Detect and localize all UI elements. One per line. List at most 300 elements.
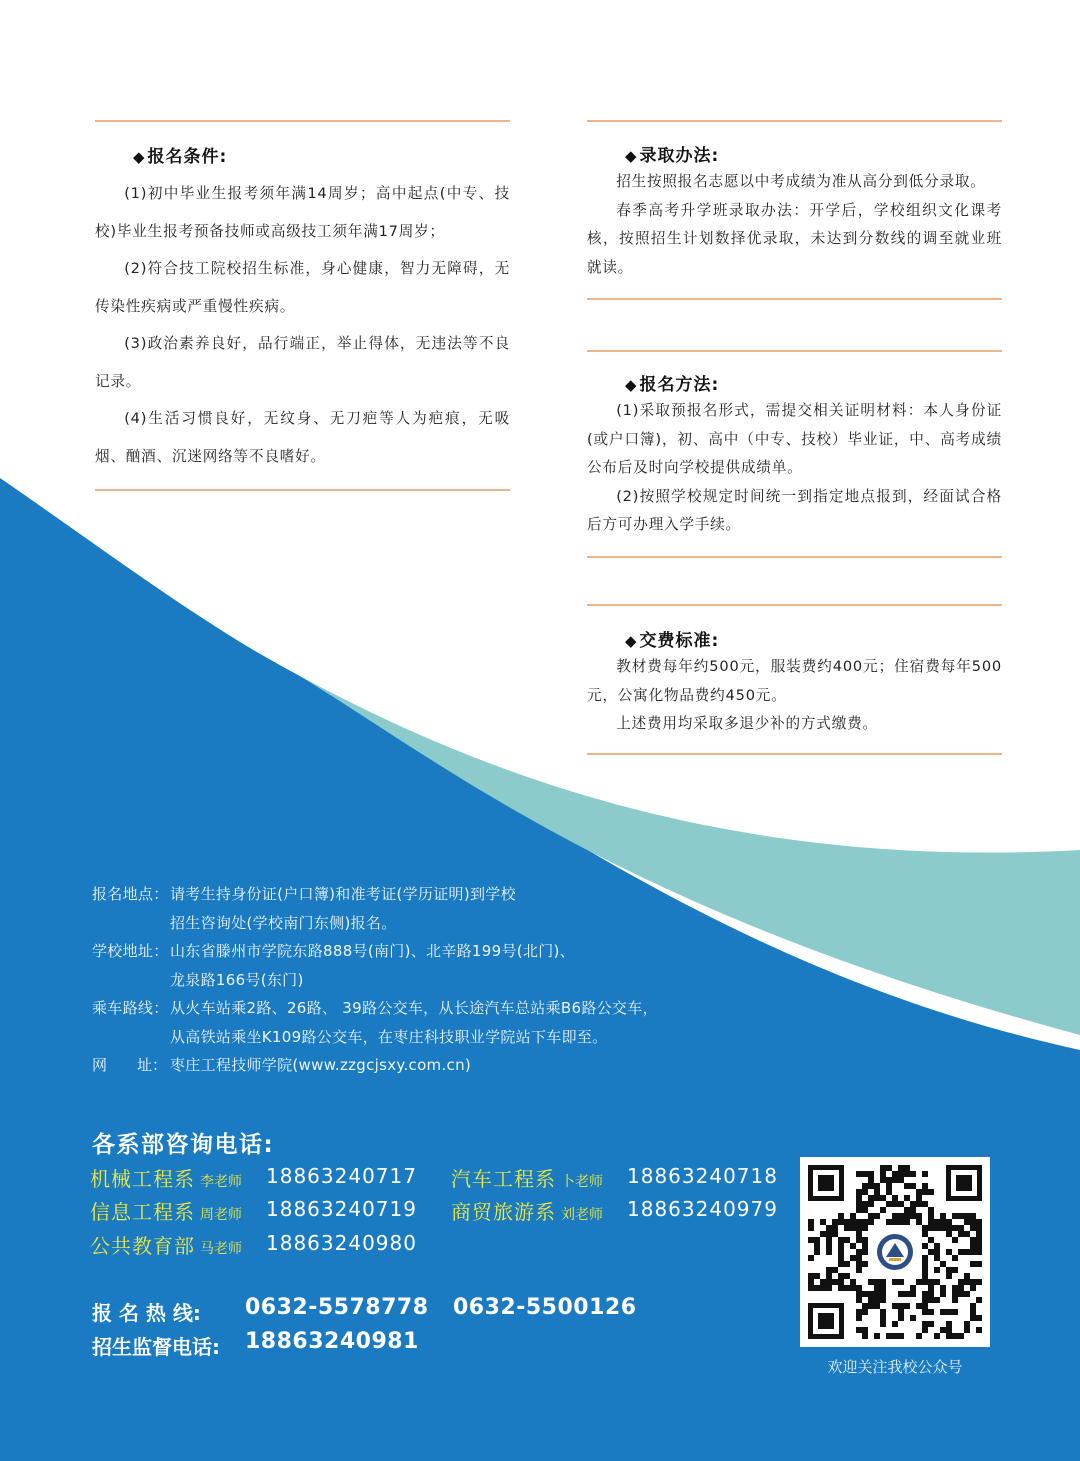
qr-module <box>940 1309 946 1315</box>
qr-module <box>838 1213 844 1219</box>
dept-teacher: 卜老师 <box>561 1174 603 1190</box>
qr-module <box>886 1183 892 1189</box>
qr-module <box>826 1249 832 1255</box>
qr-module <box>964 1321 970 1327</box>
qr-module <box>946 1225 952 1231</box>
qr-module <box>898 1171 904 1177</box>
qr-module <box>862 1333 868 1339</box>
admission-title: ◆ 录取办法: <box>625 146 720 166</box>
qr-module <box>964 1327 970 1333</box>
qr-module <box>820 1279 826 1285</box>
qr-module <box>862 1237 868 1243</box>
qr-module <box>940 1327 946 1333</box>
supervision-line <box>92 1329 419 1360</box>
admission-bottom-rule <box>587 298 1002 300</box>
qr-module <box>844 1237 850 1243</box>
qr-module <box>826 1231 832 1237</box>
contacts-title: 各系部咨询电话: <box>92 1132 275 1158</box>
method-paragraph: (1)采取预报名形式，需提交相关证明材料：本人身份证(或户口簿)，初、高中（中专、技校）毕业证，中、高考成绩公布后及时向学校提供成绩单。 <box>587 402 1002 476</box>
info-label: 学校地址： <box>92 942 169 960</box>
conditions-title: ◆ 报名条件: <box>133 147 228 167</box>
admission-top-rule <box>587 120 1002 122</box>
qr-module <box>922 1291 928 1297</box>
info-value <box>170 937 732 994</box>
qr-module <box>928 1189 934 1195</box>
qr-module <box>910 1315 916 1321</box>
qr-module <box>946 1333 952 1339</box>
qr-module <box>916 1333 922 1339</box>
qr-module <box>958 1249 964 1255</box>
qr-module <box>928 1225 934 1231</box>
qr-module <box>928 1279 934 1285</box>
qr-module <box>946 1273 952 1279</box>
qr-module <box>856 1297 862 1303</box>
qr-module <box>940 1213 946 1219</box>
qr-module <box>856 1225 862 1231</box>
qr-module <box>886 1333 892 1339</box>
qr-module <box>874 1285 880 1291</box>
qr-module <box>928 1285 934 1291</box>
qr-module <box>898 1165 904 1171</box>
qr-module <box>850 1243 856 1249</box>
diamond-icon: ◆ <box>625 376 638 394</box>
qr-module <box>946 1231 952 1237</box>
qr-module <box>898 1309 904 1315</box>
qr-module <box>958 1291 964 1297</box>
qr-module <box>826 1243 832 1249</box>
qr-module <box>964 1219 970 1225</box>
hotline-phone-1[interactable]: 0632-5578778 <box>245 1295 429 1320</box>
dept-teacher: 李老师 <box>200 1174 242 1190</box>
qr-module <box>886 1177 892 1183</box>
qr-module <box>958 1279 964 1285</box>
qr-module <box>826 1279 832 1285</box>
info-value[interactable] <box>170 1051 732 1080</box>
qr-module <box>904 1165 910 1171</box>
school-logo-icon <box>875 1232 915 1272</box>
admission-paragraph: 春季高考升学班录取办法：开学后，学校组织文化课考核，按照招生计划数择优录取，未达到分数线的调至就业班就读。 <box>587 201 1002 276</box>
qr-module <box>976 1297 982 1303</box>
qr-module <box>820 1285 826 1291</box>
qr-module <box>910 1213 916 1219</box>
qr-module <box>934 1267 940 1273</box>
qr-module <box>922 1303 928 1309</box>
qr-module <box>862 1309 868 1315</box>
qr-module <box>940 1261 946 1267</box>
qr-module <box>922 1201 928 1207</box>
dept-automotive <box>451 1163 778 1192</box>
qr-module <box>850 1219 856 1225</box>
qr-module <box>856 1195 862 1201</box>
conditions-section <box>95 120 510 491</box>
qr-module <box>892 1201 898 1207</box>
qr-module <box>868 1219 874 1225</box>
dept-mechanical <box>90 1163 417 1192</box>
qr-module <box>886 1201 892 1207</box>
qr-module <box>856 1315 862 1321</box>
qr-module <box>940 1219 946 1225</box>
qr-module <box>820 1219 826 1225</box>
qr-module <box>862 1243 868 1249</box>
qr-module <box>868 1171 874 1177</box>
qr-module <box>958 1285 964 1291</box>
qr-module <box>814 1243 820 1249</box>
qr-module <box>904 1303 910 1309</box>
qr-module <box>856 1249 862 1255</box>
qr-module <box>838 1243 844 1249</box>
info-value <box>170 994 732 1051</box>
qr-module <box>922 1267 928 1273</box>
dept-business-tourism <box>451 1196 778 1225</box>
qr-module <box>952 1213 958 1219</box>
fees-title: ◆ 交费标准: <box>625 631 720 651</box>
qr-module <box>934 1225 940 1231</box>
qr-module <box>940 1225 946 1231</box>
qr-module <box>964 1273 970 1279</box>
qr-module <box>862 1171 868 1177</box>
info-label: 乘车路线： <box>92 999 169 1017</box>
qr-module <box>910 1285 916 1291</box>
dept-teacher: 马老师 <box>200 1241 242 1257</box>
qr-module <box>874 1195 880 1201</box>
qr-module <box>844 1285 850 1291</box>
qr-module <box>874 1297 880 1303</box>
qr-module <box>952 1237 958 1243</box>
qr-module <box>934 1219 940 1225</box>
qr-module <box>868 1297 874 1303</box>
dept-public-education <box>90 1230 417 1259</box>
qr-module <box>808 1255 814 1261</box>
qr-module <box>916 1279 922 1285</box>
info-value <box>170 880 732 937</box>
dept-phone[interactable]: 18863240719 <box>266 1197 417 1221</box>
qr-module <box>922 1321 928 1327</box>
qr-module <box>916 1303 922 1309</box>
qr-module <box>952 1309 958 1315</box>
qr-module <box>958 1231 964 1237</box>
qr-module <box>868 1195 874 1201</box>
qr-module <box>856 1237 862 1243</box>
qr-module <box>976 1243 982 1249</box>
qr-module <box>928 1249 934 1255</box>
qr-module <box>916 1213 922 1219</box>
qr-module <box>826 1267 832 1273</box>
qr-module <box>970 1285 976 1291</box>
qr-module <box>904 1207 910 1213</box>
dept-name: 汽车工程系 <box>451 1167 556 1191</box>
qr-module <box>952 1297 958 1303</box>
qr-module <box>838 1261 844 1267</box>
conditions-bottom-rule <box>95 489 510 491</box>
qr-module <box>946 1321 952 1327</box>
qr-module <box>922 1309 928 1315</box>
qr-module <box>922 1171 928 1177</box>
info-label: 报名地点： <box>92 885 169 903</box>
method-top-rule <box>587 350 1002 352</box>
qr-module <box>904 1213 910 1219</box>
info-row-website <box>92 1051 732 1080</box>
dept-phone[interactable]: 18863240979 <box>627 1197 778 1221</box>
qr-module <box>868 1183 874 1189</box>
qr-module <box>880 1297 886 1303</box>
qr-module <box>856 1189 862 1195</box>
qr-module <box>910 1183 916 1189</box>
method-paragraph: (2)按照学校规定时间统一到指定地点报到，经面试合格后方可办理入学手续。 <box>587 487 1002 533</box>
qr-module <box>904 1219 910 1225</box>
registration-info <box>92 880 732 1080</box>
qr-module <box>880 1195 886 1201</box>
qr-module <box>856 1171 862 1177</box>
qr-module <box>976 1327 982 1333</box>
qr-module <box>910 1207 916 1213</box>
qr-module <box>868 1303 874 1309</box>
qr-module <box>916 1195 922 1201</box>
qr-module <box>826 1225 832 1231</box>
qr-module <box>862 1225 868 1231</box>
qr-module <box>904 1291 910 1297</box>
conditions-top-rule <box>95 120 510 122</box>
qr-module <box>934 1333 940 1339</box>
qr-module <box>910 1291 916 1297</box>
conditions-paragraph: (2)符合技工院校招生标准，身心健康，智力无障碍，无传染性疾病或严重慢性疾病。 <box>95 260 510 315</box>
qr-module <box>814 1285 820 1291</box>
qr-module <box>964 1231 970 1237</box>
qr-module <box>880 1177 886 1183</box>
qr-module <box>970 1219 976 1225</box>
supervision-phone[interactable]: 18863240981 <box>245 1329 419 1354</box>
qr-module <box>970 1243 976 1249</box>
qr-module <box>976 1315 982 1321</box>
qr-module <box>850 1279 856 1285</box>
qr-module <box>850 1285 856 1291</box>
qr-module <box>880 1207 886 1213</box>
qr-module <box>898 1315 904 1321</box>
qr-module <box>922 1231 928 1237</box>
conditions-paragraph: (3)政治素养良好，品行端正，举止得体，无违法等不良记录。 <box>95 335 510 390</box>
info-line: 龙泉路166号(东门) <box>170 970 304 989</box>
qr-module <box>898 1177 904 1183</box>
qr-module <box>844 1225 850 1231</box>
qr-module <box>976 1279 982 1285</box>
qr-module <box>958 1213 964 1219</box>
qr-module <box>820 1231 826 1237</box>
qr-module <box>892 1333 898 1339</box>
qr-module <box>976 1219 982 1225</box>
qr-module <box>904 1171 910 1177</box>
qr-module <box>856 1267 862 1273</box>
fees-top-rule <box>587 604 1002 606</box>
qr-module <box>940 1285 946 1291</box>
info-row-address <box>92 937 732 994</box>
qr-module <box>898 1201 904 1207</box>
qr-module <box>964 1213 970 1219</box>
qr-module <box>970 1213 976 1219</box>
qr-module <box>880 1291 886 1297</box>
qr-module <box>832 1225 838 1231</box>
qr-module <box>868 1213 874 1219</box>
hotline-phone-2[interactable]: 0632-5500126 <box>453 1295 637 1320</box>
conditions-paragraph: (1)初中毕业生报考须年满14周岁；高中起点(中专、技校)毕业生报考预备技师或高级技工须年满17周岁； <box>95 185 510 240</box>
qr-module <box>946 1219 952 1225</box>
dept-name: 公共教育部 <box>90 1234 195 1258</box>
qr-module <box>850 1213 856 1219</box>
qr-module <box>862 1201 868 1207</box>
qr-module <box>970 1315 976 1321</box>
qr-module <box>898 1279 904 1285</box>
dept-name: 机械工程系 <box>90 1167 195 1191</box>
qr-module <box>856 1309 862 1315</box>
qr-module <box>892 1219 898 1225</box>
admission-paragraph: 招生按照报名志愿以中考成绩为准从高分到低分录取。 <box>616 173 986 190</box>
qr-module <box>844 1261 850 1267</box>
info-row-location <box>92 880 732 937</box>
qr-module <box>862 1189 868 1195</box>
qr-module <box>934 1255 940 1261</box>
qr-module <box>856 1201 862 1207</box>
qr-module <box>922 1273 928 1279</box>
qr-module <box>904 1195 910 1201</box>
qr-module <box>928 1219 934 1225</box>
dept-phone[interactable]: 18863240980 <box>266 1231 417 1255</box>
qr-module <box>898 1303 904 1309</box>
qr-module <box>868 1279 874 1285</box>
method-section <box>587 350 1002 558</box>
qr-module <box>862 1291 868 1297</box>
qr-module <box>880 1285 886 1291</box>
qr-module <box>808 1225 814 1231</box>
qr-module <box>838 1273 844 1279</box>
qr-module <box>922 1183 928 1189</box>
qr-module <box>892 1321 898 1327</box>
qr-module <box>838 1279 844 1285</box>
qr-module <box>898 1333 904 1339</box>
fees-paragraph: 教材费每年约500元，服装费约400元；住宿费每年500元，公寓化物品费约450元。 <box>587 658 1002 704</box>
info-row-route <box>92 994 732 1051</box>
qr-module <box>844 1219 850 1225</box>
qr-module <box>922 1327 928 1333</box>
qr-module <box>814 1237 820 1243</box>
dept-teacher: 周老师 <box>200 1207 242 1223</box>
qr-module <box>952 1333 958 1339</box>
qr-module <box>934 1249 940 1255</box>
method-title: ◆ 报名方法: <box>625 375 720 395</box>
method-bottom-rule <box>587 556 1002 558</box>
info-label: 网 址： <box>92 1056 168 1074</box>
qr-module <box>964 1249 970 1255</box>
qr-module <box>940 1291 946 1297</box>
qr-module <box>838 1249 844 1255</box>
qr-module <box>952 1291 958 1297</box>
supervision-label: 招生监督电话: <box>92 1335 220 1359</box>
dept-phone[interactable]: 18863240717 <box>266 1164 417 1188</box>
qr-module <box>874 1333 880 1339</box>
qr-module <box>934 1243 940 1249</box>
admission-section <box>587 120 1002 300</box>
qr-module <box>856 1219 862 1225</box>
qr-module <box>838 1285 844 1291</box>
qr-module <box>814 1273 820 1279</box>
qr-module <box>946 1327 952 1333</box>
qr-module <box>874 1279 880 1285</box>
qr-module <box>856 1327 862 1333</box>
qr-module <box>856 1207 862 1213</box>
qr-module <box>970 1303 976 1309</box>
qr-finder-bottom-left <box>808 1303 844 1339</box>
qr-module <box>952 1267 958 1273</box>
qr-module <box>832 1267 838 1273</box>
qr-module <box>964 1279 970 1285</box>
qr-module <box>910 1201 916 1207</box>
info-line: 从高铁站乘坐K109路公交车，在枣庄科技职业学院站下车即至。 <box>170 1027 608 1046</box>
qr-module <box>946 1309 952 1315</box>
qr-module <box>976 1225 982 1231</box>
qr-module <box>826 1273 832 1279</box>
qr-module <box>958 1333 964 1339</box>
dept-phone[interactable]: 18863240718 <box>627 1164 778 1188</box>
qr-module <box>898 1291 904 1297</box>
qr-module <box>862 1207 868 1213</box>
qr-module <box>952 1285 958 1291</box>
qr-module <box>874 1303 880 1309</box>
qr-module <box>892 1213 898 1219</box>
qr-module <box>928 1207 934 1213</box>
qr-module <box>856 1285 862 1291</box>
qr-module <box>874 1291 880 1297</box>
hotline-label: 报 名 热 线: <box>92 1301 201 1325</box>
qr-module <box>838 1255 844 1261</box>
qr-module <box>952 1225 958 1231</box>
qr-module <box>922 1225 928 1231</box>
qr-module <box>856 1261 862 1267</box>
website-link[interactable]: 枣庄工程技师学院(www.zzgcjsxy.com.cn) <box>170 1056 472 1074</box>
fees-section <box>587 604 1002 755</box>
qr-module <box>886 1219 892 1225</box>
qr-module <box>970 1249 976 1255</box>
qr-module <box>886 1165 892 1171</box>
qr-module <box>868 1201 874 1207</box>
qr-module <box>808 1237 814 1243</box>
qr-module <box>928 1237 934 1243</box>
diamond-icon: ◆ <box>133 148 146 166</box>
qr-module <box>964 1291 970 1297</box>
qr-module <box>880 1279 886 1285</box>
dept-teacher: 刘老师 <box>561 1207 603 1223</box>
qr-module <box>922 1243 928 1249</box>
qr-module <box>808 1285 814 1291</box>
qr-module <box>832 1231 838 1237</box>
qr-module <box>946 1267 952 1273</box>
qr-module <box>976 1249 982 1255</box>
qr-module <box>970 1225 976 1231</box>
qr-module <box>862 1261 868 1267</box>
hotline <box>92 1295 637 1326</box>
info-line: 山东省滕州市学院东路888号(南门)、北辛路199号(北门)、 <box>170 942 575 960</box>
qr-module <box>970 1237 976 1243</box>
qr-module <box>862 1327 868 1333</box>
qr-module <box>808 1279 814 1285</box>
qr-module <box>874 1183 880 1189</box>
qr-module <box>934 1279 940 1285</box>
qr-module <box>874 1213 880 1219</box>
qr-module <box>898 1219 904 1225</box>
qr-module <box>970 1261 976 1267</box>
conditions-paragraph: (4)生活习惯良好，无纹身、无刀疤等人为疤痕，无吸烟、酗酒、沉迷网络等不良嗜好。 <box>95 410 510 465</box>
qr-module <box>874 1189 880 1195</box>
qr-module <box>832 1219 838 1225</box>
qr-module <box>892 1195 898 1201</box>
qr-finder-top-left <box>808 1165 844 1201</box>
info-line: 从火车站乘2路、26路、 39路公交车，从长途汽车总站乘B6路公交车， <box>170 999 658 1017</box>
